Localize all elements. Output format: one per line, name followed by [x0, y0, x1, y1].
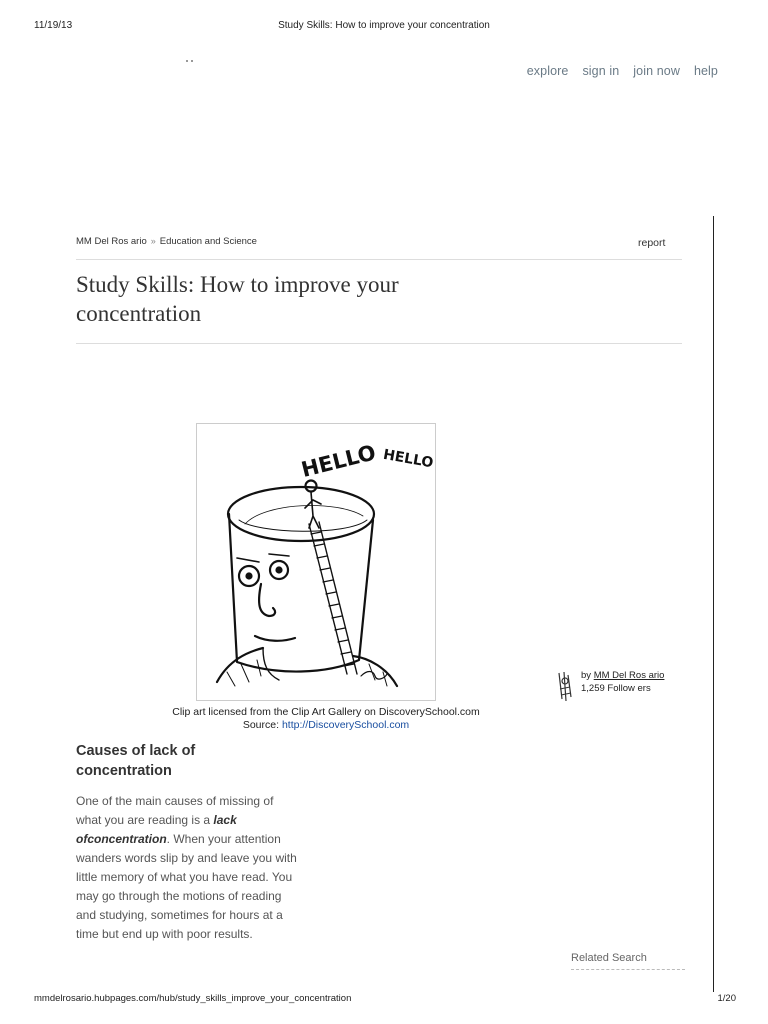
caption-license-text: Clip art licensed from the Clip Art Gallery on DiscoverySchool.com	[172, 706, 480, 718]
author-followers-count: 1,259 Follow ers	[581, 683, 651, 694]
image-text-hello-small: HELLO	[381, 446, 435, 472]
print-date: 11/19/13	[34, 20, 73, 31]
author-by-label: by	[581, 670, 594, 681]
top-navigation	[527, 64, 718, 78]
content-divider	[713, 216, 714, 992]
caption-source-link[interactable]: http://DiscoverySchool.com	[281, 719, 410, 731]
breadcrumb-separator: »	[150, 236, 156, 246]
article-paragraph	[76, 792, 298, 944]
image-text-hello: HELLO	[298, 440, 379, 482]
paragraph-text-start: One of the main causes of missing of what you are reading is a	[76, 794, 274, 827]
nav-help-link[interactable]: help	[693, 64, 718, 78]
divider	[76, 343, 682, 344]
breadcrumb-author-link[interactable]: MM Del Ros ario	[76, 236, 147, 247]
print-footer-url: mmdelrosario.hubpages.com/hub/study_skills_improve_your_concentration	[34, 993, 352, 1004]
article-clip-art	[196, 423, 436, 701]
nav-join-now-link[interactable]: join now	[633, 64, 680, 78]
section-heading: Causes of lack of concentration	[76, 743, 196, 779]
report-link[interactable]: report	[638, 237, 666, 249]
page-title: Study Skills: How to improve your concentration	[76, 272, 399, 326]
author-avatar[interactable]	[556, 669, 574, 704]
caption-source-label: Source:	[242, 719, 282, 731]
print-page-title: Study Skills: How to improve your concentration	[278, 20, 490, 31]
site-logo-fragment	[186, 60, 192, 63]
author-name-link[interactable]: MM Del Ros ario	[593, 670, 665, 681]
divider	[76, 259, 682, 260]
clip-art-drawing	[197, 424, 435, 700]
breadcrumb-category-link[interactable]: Education and Science	[159, 236, 257, 247]
paragraph-emphasis: lack ofconcentration	[76, 813, 237, 846]
related-search-heading: Related Search	[571, 952, 647, 964]
nav-explore-link[interactable]: explore	[526, 64, 569, 78]
breadcrumb	[76, 236, 257, 247]
image-caption	[120, 706, 532, 732]
print-page-number: 1/20	[717, 993, 736, 1004]
nav-sign-in-link[interactable]: sign in	[582, 64, 620, 78]
paragraph-text-end: . When your attention wanders words slip by and leave you with little memory of what you have read. You may go through the motions of reading and studying, sometimes for hours at a time but end up with poor results.	[76, 832, 297, 941]
related-search-divider	[571, 969, 685, 970]
